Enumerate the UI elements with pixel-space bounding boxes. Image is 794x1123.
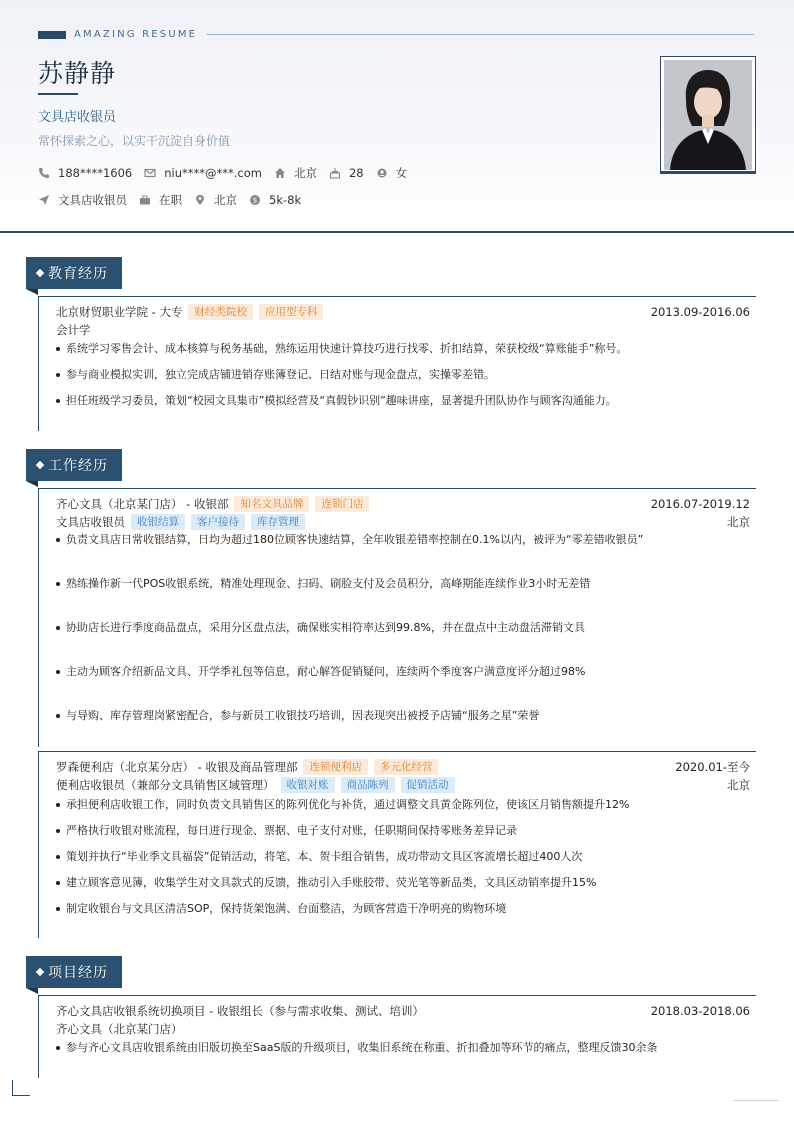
work-bullet: 负责文具店日常收银结算，日均为超过180位顾客快速结算，全年收银差错率控制在0.1%以内，被评为“零差错收银员” <box>39 533 756 547</box>
education-bullet: 担任班级学习委员，策划“校园文具集市”模拟经营及“真假钞识别”趣味讲座，显著提升团队协作与顾客沟通能力。 <box>39 394 756 408</box>
role-line <box>39 513 756 531</box>
briefcase-icon <box>139 194 151 206</box>
project-org-line <box>39 1020 756 1038</box>
email-text: niu****@***.com <box>164 166 262 180</box>
svg-text:$: $ <box>252 196 258 205</box>
role-line <box>39 776 756 794</box>
role-tag: 收银结算 <box>131 514 185 530</box>
education-bullet: 系统学习零售会计、成本核算与税务基础，熟练运用快速计算技巧进行找零、折扣结算，荣获校级“算账能手”称号。 <box>39 342 756 356</box>
profile-photo-frame <box>660 56 756 174</box>
phone-text: 188****1606 <box>58 166 133 180</box>
role-tag: 收银对账 <box>281 777 335 793</box>
hometown-item <box>274 165 317 181</box>
role-name: 便利店收银员（兼部分文具销售区域管理） <box>56 778 275 792</box>
work-bullet: 制定收银台与文具区清洁SOP，保持货架饱满、台面整洁，为顾客营造干净明亮的购物环境 <box>39 902 756 916</box>
hometown-text: 北京 <box>293 166 317 180</box>
school-tag: 财经类院校 <box>188 304 253 320</box>
phone-icon <box>38 167 50 179</box>
target-job-text: 文具店收银员 <box>58 193 127 207</box>
status-text: 在职 <box>159 193 182 207</box>
work-entry <box>38 751 756 938</box>
salary-item <box>249 193 301 207</box>
work-bullet: 熟练操作新一代POS收银系统，精准处理现金、扫码、刷脸支付及会员积分，高峰期能连续作业3小时无差错 <box>39 577 756 591</box>
role-tag: 客户接待 <box>191 514 245 530</box>
company-name: 齐心文具（北京某门店） - 收银部 <box>56 497 229 511</box>
age-text: 28 <box>348 166 364 180</box>
role-tag: 商品陈列 <box>341 777 395 793</box>
brand-text: AMAZING RESUME <box>74 29 198 40</box>
company-tag: 连锁便利店 <box>303 759 368 775</box>
motto: 常怀探索之心，以实干沉淀自身价值 <box>38 134 231 148</box>
section-title: 教育经历 <box>48 266 108 282</box>
portrait-illustration <box>664 60 752 170</box>
role-tag: 促销活动 <box>401 777 455 793</box>
education-bullet: 参与商业模拟实训，独立完成店铺进销存账簿登记、日结对账与现金盘点，实操零差错。 <box>39 368 756 382</box>
brand-bar <box>38 31 66 39</box>
job-info-row <box>38 192 313 208</box>
school-line <box>39 303 756 321</box>
work-bullet: 建立顾客意见簿，收集学生对文具款式的反馈，推动引入手账胶带、荧光笔等新品类，文具区动销率提升15% <box>39 876 756 890</box>
company-tag: 知名文具品牌 <box>234 496 309 512</box>
location-icon <box>194 194 206 206</box>
gender-icon <box>376 167 388 179</box>
project-entry <box>38 995 756 1078</box>
city-item <box>194 192 237 208</box>
work-date: 2016.07-2019.12 <box>650 497 750 511</box>
major-line <box>39 321 756 339</box>
age-item <box>329 166 364 180</box>
mail-icon <box>144 167 156 179</box>
project-name: 齐心文具店收银系统切换项目 - 收银组长（参与需求收集、测试、培训） <box>56 1004 424 1018</box>
photo-accent-bar <box>660 171 756 174</box>
project-date: 2018.03-2018.06 <box>650 1004 750 1018</box>
work-bullet: 承担便利店收银工作，同时负责文具销售区的陈列优化与补货，通过调整文具黄金陈列位，使该区月销售额提升12% <box>39 798 756 812</box>
company-line <box>39 758 756 776</box>
role-name: 文具店收银员 <box>56 515 125 529</box>
diamond-icon <box>36 968 44 976</box>
heading-notch <box>26 988 38 994</box>
city-text: 北京 <box>214 193 237 207</box>
heading-notch <box>26 481 38 487</box>
role-tag: 库存管理 <box>251 514 305 530</box>
work-bullet: 策划并执行“毕业季文具福袋”促销活动，将笔、本、贺卡组合销售，成功带动文具区客流增长超过400人次 <box>39 850 756 864</box>
work-date: 2020.01-至今 <box>675 760 750 774</box>
work-bullet: 协助店长进行季度商品盘点，采用分区盘点法，确保账实相符率达到99.8%，并在盘点中主动盘活滞销文具 <box>39 621 756 635</box>
diamond-icon <box>36 461 44 469</box>
home-icon <box>274 167 286 179</box>
major-name: 会计学 <box>56 323 91 337</box>
school-name: 北京财贸职业学院 - 大专 <box>56 305 183 319</box>
salary-icon <box>249 194 261 206</box>
gender-item <box>376 165 408 181</box>
school-tag: 应用型专科 <box>259 304 324 320</box>
project-org: 齐心文具（北京某门店） <box>56 1022 183 1036</box>
work-bullet: 与导购、库存管理岗紧密配合，参与新员工收银技巧培训，因表现突出被授予店铺“服务之星”荣誉 <box>39 709 756 723</box>
send-icon <box>38 194 50 206</box>
candidate-name: 苏静静 <box>38 59 117 88</box>
contact-info-row <box>38 165 419 181</box>
resume-header <box>0 0 794 233</box>
company-name: 罗森便利店（北京某分店） - 收银及商品管理部 <box>56 760 298 774</box>
page-corner-line <box>734 1100 778 1101</box>
section-heading-work <box>26 449 122 481</box>
job-title: 文具店收银员 <box>38 110 117 125</box>
salary-text: 5k-8k <box>269 193 302 207</box>
company-tag: 多元化经营 <box>374 759 439 775</box>
brand-line <box>38 29 754 40</box>
status-item <box>139 192 182 208</box>
project-line <box>39 1002 756 1020</box>
education-entry <box>38 296 756 431</box>
page-corner-mark <box>12 1080 30 1096</box>
education-date: 2013.09-2016.06 <box>650 305 750 319</box>
brand-rule <box>207 34 754 35</box>
section-title: 项目经历 <box>48 965 108 981</box>
work-bullet: 主动为顾客介绍新品文具、开学季礼包等信息，耐心解答促销疑问，连续两个季度客户满意度评分超过98% <box>39 665 756 679</box>
diamond-icon <box>36 269 44 277</box>
work-city: 北京 <box>727 778 750 792</box>
section-title: 工作经历 <box>48 458 108 474</box>
email-item <box>144 166 262 180</box>
section-heading-projects <box>26 956 122 988</box>
profile-photo <box>664 60 752 170</box>
work-entry <box>38 488 756 747</box>
heading-notch <box>26 289 38 295</box>
cake-icon <box>329 167 341 179</box>
phone-item <box>38 166 132 180</box>
company-line <box>39 495 756 513</box>
gender-text: 女 <box>395 166 408 180</box>
target-job-item <box>38 192 127 208</box>
name-underline <box>38 93 78 95</box>
project-bullet: 参与齐心文具店收银系统由旧版切换至SaaS版的升级项目，收集旧系统在称重、折扣叠加等环节的痛点，整理反馈30余条 <box>39 1041 756 1055</box>
work-city: 北京 <box>727 515 750 529</box>
work-bullet: 严格执行收银对账流程，每日进行现金、票据、电子支付对账，任职期间保持零账务差异记录 <box>39 824 756 838</box>
section-heading-education <box>26 257 122 289</box>
company-tag: 连锁门店 <box>315 496 369 512</box>
